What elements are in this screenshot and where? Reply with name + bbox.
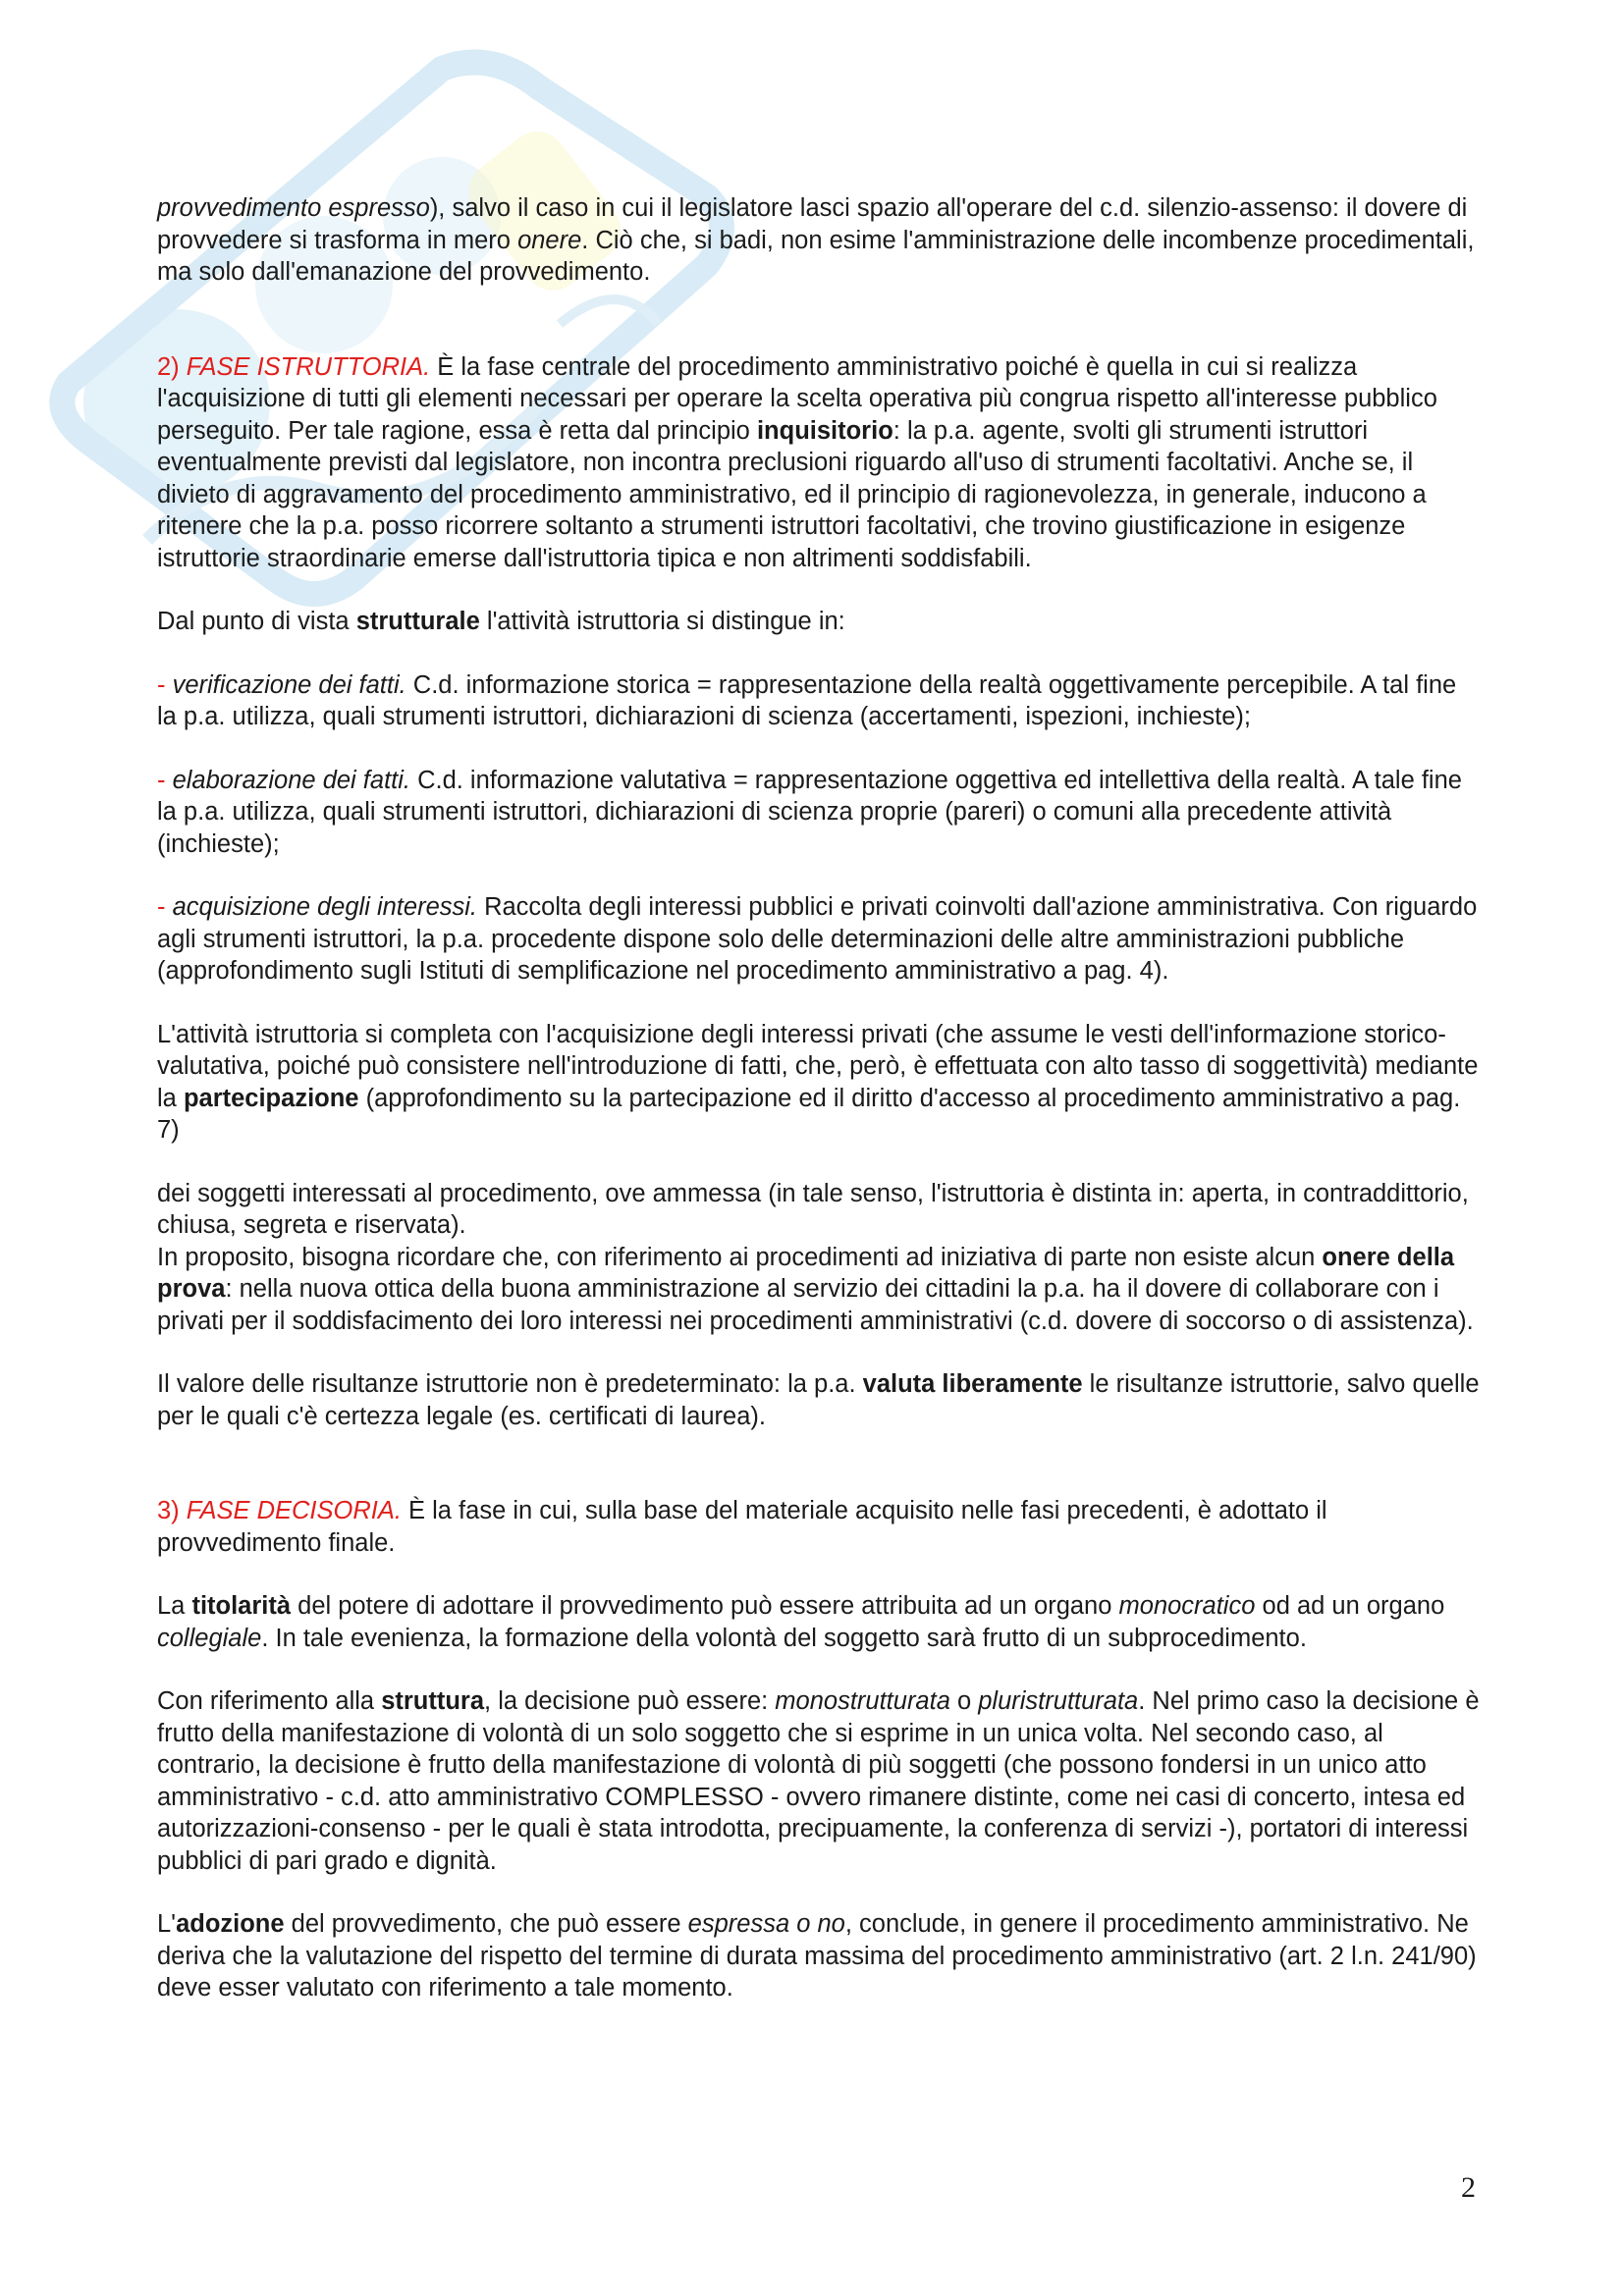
paragraph-adozione: L'adozione del provvedimento, che può essere espressa o no, conclude, in genere il procedimento amministrativo. Ne deriva che la valutazione del rispetto del termine di durata massima del procedimento amministrativo (art. 2 l.n. 241/90) deve esser valutato con riferimento a tale momento. [157,1910,1477,2002]
section-number: 3) [157,1497,180,1524]
section-fase-istruttoria: 2) FASE ISTRUTTORIA. È la fase centrale del procedimento amministrativo poiché è quella in cui si realizza l'acquisizione di tutti gli elementi necessari per operare la scelta operativa più congrua rispetto all'interesse pubblico perseguito. Per tale ragione, essa è retta dal principio inquisitorio: la p.a. agente, svolti gli strumenti istruttori eventualmente previsti dal legislatore, non incontra preclusioni riguardo all'uso di strumenti facoltativi. Anche se, il divieto di aggravamento del procedimento amministrativo, ed il principio di ragionevolezza, in generale, inducono a ritenere che la p.a. posso ricorrere soltanto a strumenti istruttori facoltativi, che trovino giustificazione in esigenze istruttorie straordinarie emerse dall'istruttoria tipica e non altrimenti soddisfabili. [157,352,1437,572]
paragraph-strutturale: Dal punto di vista strutturale l'attività istruttoria si distingue in: [157,608,845,635]
page-number: 2 [1461,2171,1476,2204]
paragraph-struttura: Con riferimento alla struttura, la decisione può essere: monostrutturata o pluristrutturata. Nel primo caso la decisione è frutto della manifestazione di volontà di un solo soggetto che si esprime in un unica volta. Nel secondo caso, al contrario, la decisione è frutto della manifestazione di volontà di più soggetti (che possono fondersi in un unico atto amministrativo - c.d. atto amministrativo COMPLESSO - ovvero rimanere distinte, come nei casi di concerto, intesa ed autorizzazioni-consenso - per le quali è stata introdotta, precipuamente, la conferenza di servizi -), portatori di interessi pubblici di pari grado e dignità. [157,1687,1480,1875]
paragraph-partecipazione: L'attività istruttoria si completa con l'acquisizione degli interessi privati (che assume le vesti dell'informazione storico-valutativa, poiché può consistere nell'introduzione di fatti, che, però, è effettuata con alto tasso di soggettività) mediante la partecipazione (approfondimento su la partecipazione ed il diritto d'accesso al procedimento amministrativo a pag. 7) [157,1020,1479,1144]
list-dash: - [157,893,173,921]
list-item-elaborazione: - elaborazione dei fatti. C.d. informazione valutativa = rappresentazione oggettiva ed intellettiva della realtà. A tale fine la p.a. utilizza, quali strumenti istruttori, dichiarazioni di scienza proprie (pareri) o comuni alla precedente attività (inchieste); [157,766,1462,858]
list-dash: - [157,766,173,794]
paragraph-titolarita: La titolarità del potere di adottare il provvedimento può essere attribuita ad un organo monocratico od ad un organo collegiale. In tale evenienza, la formazione della volontà del soggetto sarà frutto di un subprocedimento. [157,1592,1445,1652]
section-fase-decisoria: 3) FASE DECISORIA. È la fase in cui, sulla base del materiale acquisito nelle fasi precedenti, è adottato il provvedimento finale. [157,1497,1327,1557]
section-heading: FASE ISTRUTTORIA. [186,352,431,381]
paragraph-soggetti: dei soggetti interessati al procedimento, ove ammessa (in tale senso, l'istruttoria è distinta in: aperta, in contraddittorio, chiusa, segreta e riservata). [157,1179,1469,1239]
list-item-acquisizione: - acquisizione degli interessi. Raccolta degli interessi pubblici e privati coinvolti dall'azione amministrativa. Con riguardo agli strumenti istruttori, la p.a. procedente dispone solo delle determinazioni delle altre amministrazioni pubbliche (approfondimento sugli Istituti di semplificazione nel procedimento amministrativo a pag. 4). [157,893,1478,985]
list-dash: - [157,670,173,699]
list-item-verificazione: - verificazione dei fatti. C.d. informazione storica = rappresentazione della realtà oggettivamente percepibile. A tal fine la p.a. utilizza, quali strumenti istruttori, dichiarazioni di scienza (accertamenti, ispezioni, inchieste); [157,670,1457,730]
paragraph-onere-prova: In proposito, bisogna ricordare che, con riferimento ai procedimenti ad iniziativa di parte non esiste alcun onere della prova: nella nuova ottica della buona amministrazione al servizio dei cittadini la p.a. ha il dovere di collaborare con i privati per il soddisfacimento dei loro interessi nei procedimenti amministrativi (c.d. dovere di soccorso o di assistenza). [157,1243,1474,1335]
section-heading: FASE DECISORIA. [186,1497,402,1524]
paragraph-valore-risultanze: Il valore delle risultanze istruttorie non è predeterminato: la p.a. valuta liberamente le risultanze istruttorie, salvo quelle per le quali c'è certezza legale (es. certificati di laurea). [157,1370,1480,1430]
document-body [157,192,1483,2004]
section-number: 2) [157,352,180,381]
paragraph-intro: provvedimento espresso), salvo il caso in cui il legislatore lasci spazio all'operare del c.d. silenzio-assenso: il dovere di provvedere si trasforma in mero onere. Ciò che, si badi, non esime l'amministrazione delle incombenze procedimentali, ma solo dall'emanazione del provvedimento. [157,194,1475,286]
